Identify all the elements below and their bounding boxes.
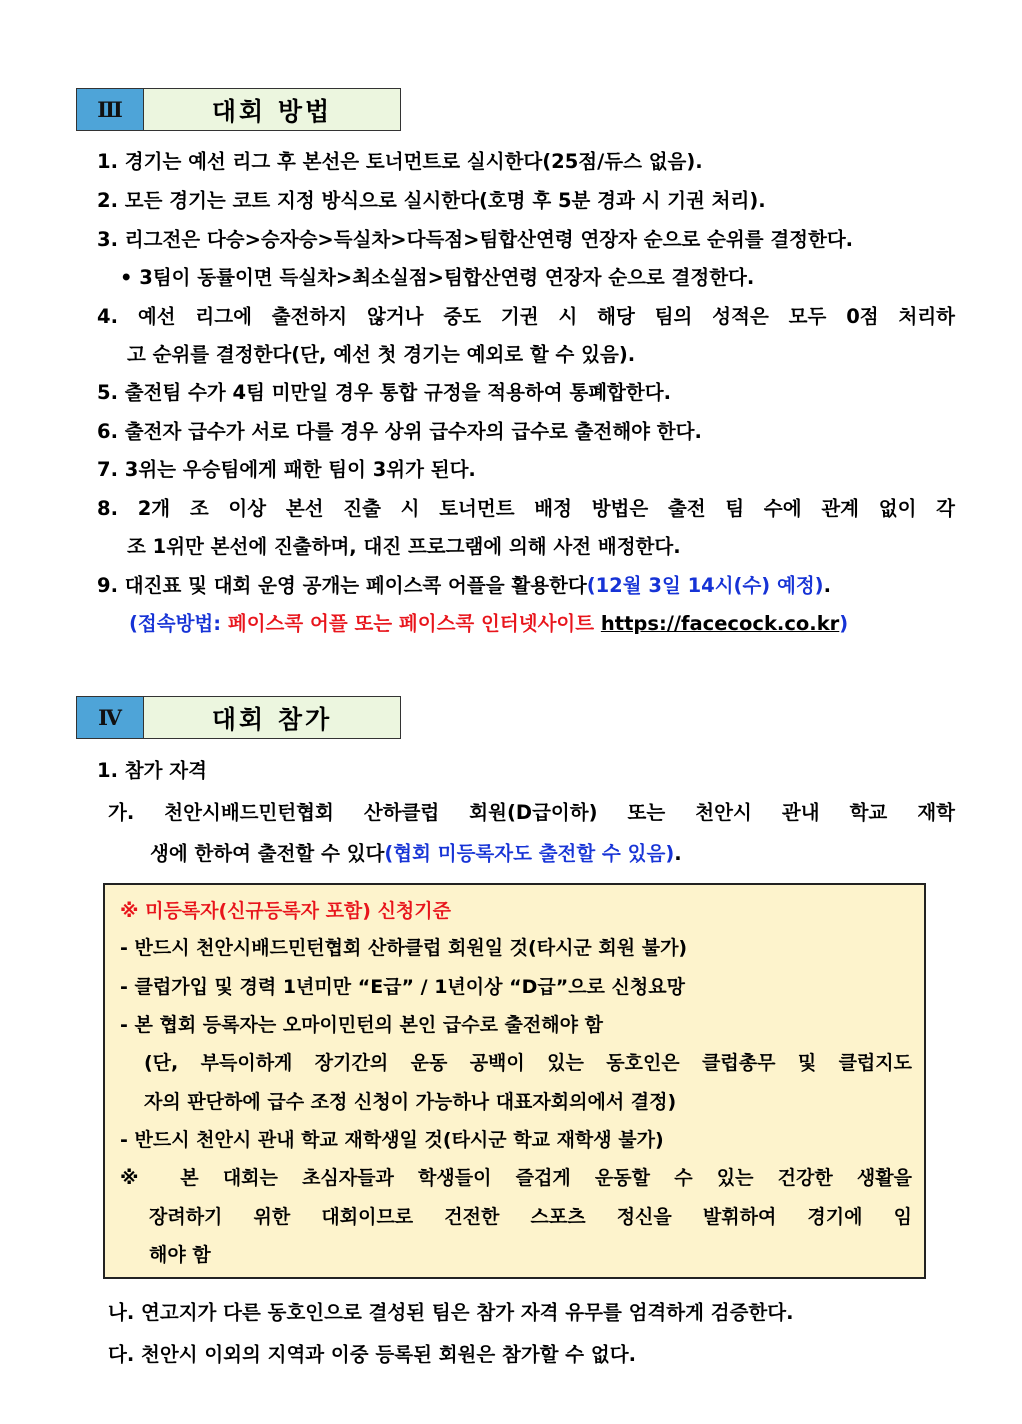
eligibility-da: 다. 천안시 이외의 지역과 이중 등록된 회원은 참가할 수 없다. [108,1343,637,1366]
method-item-6: 6. 출전자 급수가 서로 다를 경우 상위 급수자의 급수로 출전해야 한다. [97,420,702,443]
section-3-header [76,88,401,131]
method-item-4: 4. 예선 리그에 출전하지 않거나 중도 기권 시 해당 팀의 성적은 모두 0점 처리하 [97,305,955,328]
section-4-header [76,696,401,739]
method-item-1: 1. 경기는 예선 리그 후 본선은 토너먼트로 실시한다(25점/듀스 없음). [97,150,703,173]
notice-line-5: 자의 판단하에 급수 조정 신청이 가능하나 대표자회의에서 결정) [144,1091,677,1113]
method-item-4-cont: 고 순위를 결정한다(단, 예선 첫 경기는 예외로 할 수 있음). [127,343,636,366]
notice-line-4: (단, 부득이하게 장기간의 운동 공백이 있는 동호인은 클럽총무 및 클럽지도 [144,1052,912,1074]
access-label: (접속방법: [129,612,228,635]
notice-line-1: - 반드시 천안시배드민턴협회 산하클럽 회원일 것(타시군 회원 불가) [120,937,688,959]
notice-line-3: - 본 협회 등록자는 오마이민턴의 본인 급수로 출전해야 함 [120,1014,603,1036]
notice-line-7: ※ 본 대회는 초심자들과 학생들이 즐겁게 운동할 수 있는 건강한 생활을 [120,1167,912,1189]
notice-line-2: - 클럽가입 및 경력 1년미만 “E급” / 1년이상 “D급”으로 신청요망 [120,976,685,998]
eligibility-ga: 가. 천안시배드민턴협회 산하클럽 회원(D급이하) 또는 천안시 관내 학교 재학 [108,801,955,824]
section-3-title: 대회 방법 [144,89,400,130]
method-item-9-text: 9. 대진표 및 대회 운영 공개는 페이스콕 어플을 활용한다 [97,574,587,597]
eligibility-ga-text: 생에 한하여 출전할 수 있다 [150,842,385,865]
eligibility-ga-note: (협회 미등록자도 출전할 수 있음) [384,842,675,865]
method-item-5: 5. 출전팀 수가 4팀 미만일 경우 통합 규정을 적용하여 통폐합한다. [97,381,671,404]
method-item-9-date: (12월 3일 14시(수) 예정) [586,574,824,597]
section-4-title: 대회 참가 [144,697,400,738]
method-item-3: 3. 리그전은 다승>승자승>득실차>다득점>팀합산연령 연장자 순으로 순위를 결정한다. [97,228,854,251]
method-item-8: 8. 2개 조 이상 본선 진출 시 토너먼트 배정 방법은 출전 팀 수에 관계 없이 각 [97,497,955,520]
section-4-number: Ⅳ [77,697,144,738]
method-item-8-cont: 조 1위만 본선에 진출하며, 대진 프로그램에 의해 사전 배정한다. [127,535,681,558]
method-item-3-bullet: • 3팀이 동률이면 득실차>최소실점>팀합산연령 연장자 순으로 결정한다. [120,266,755,289]
notice-heading: ※ 미등록자(신규등록자 포함) 신청기준 [120,900,451,922]
unregistered-notice-box [103,883,926,1279]
access-close: ) [839,612,849,635]
access-method [129,611,848,637]
notice-line-6: - 반드시 천안시 관내 학교 재학생일 것(타시군 학교 재학생 불가) [120,1129,664,1151]
notice-line-9: 해야 함 [149,1244,211,1266]
section-3-number: Ⅲ [77,89,144,130]
eligibility-ga-end: . [674,842,682,865]
method-item-2: 2. 모든 경기는 코트 지정 방식으로 실시한다(호명 후 5분 경과 시 기권 처리). [97,189,766,212]
method-item-9 [97,573,831,599]
access-text: 페이스콕 어플 또는 페이스콕 인터넷사이트 [227,612,601,635]
eligibility-heading: 1. 참가 자격 [97,759,207,782]
method-item-7: 7. 3위는 우승팀에게 패한 팀이 3위가 된다. [97,458,476,481]
eligibility-na: 나. 연고지가 다른 동호인으로 결성된 팀은 참가 자격 유무를 엄격하게 검증한다. [108,1301,794,1324]
method-item-9-period: . [823,574,832,597]
eligibility-ga-cont [150,841,682,867]
notice-line-8: 장려하기 위한 대회이므로 건전한 스포츠 정신을 발휘하여 경기에 임 [149,1206,912,1228]
facecock-link[interactable]: https://facecock.co.kr [600,612,840,635]
